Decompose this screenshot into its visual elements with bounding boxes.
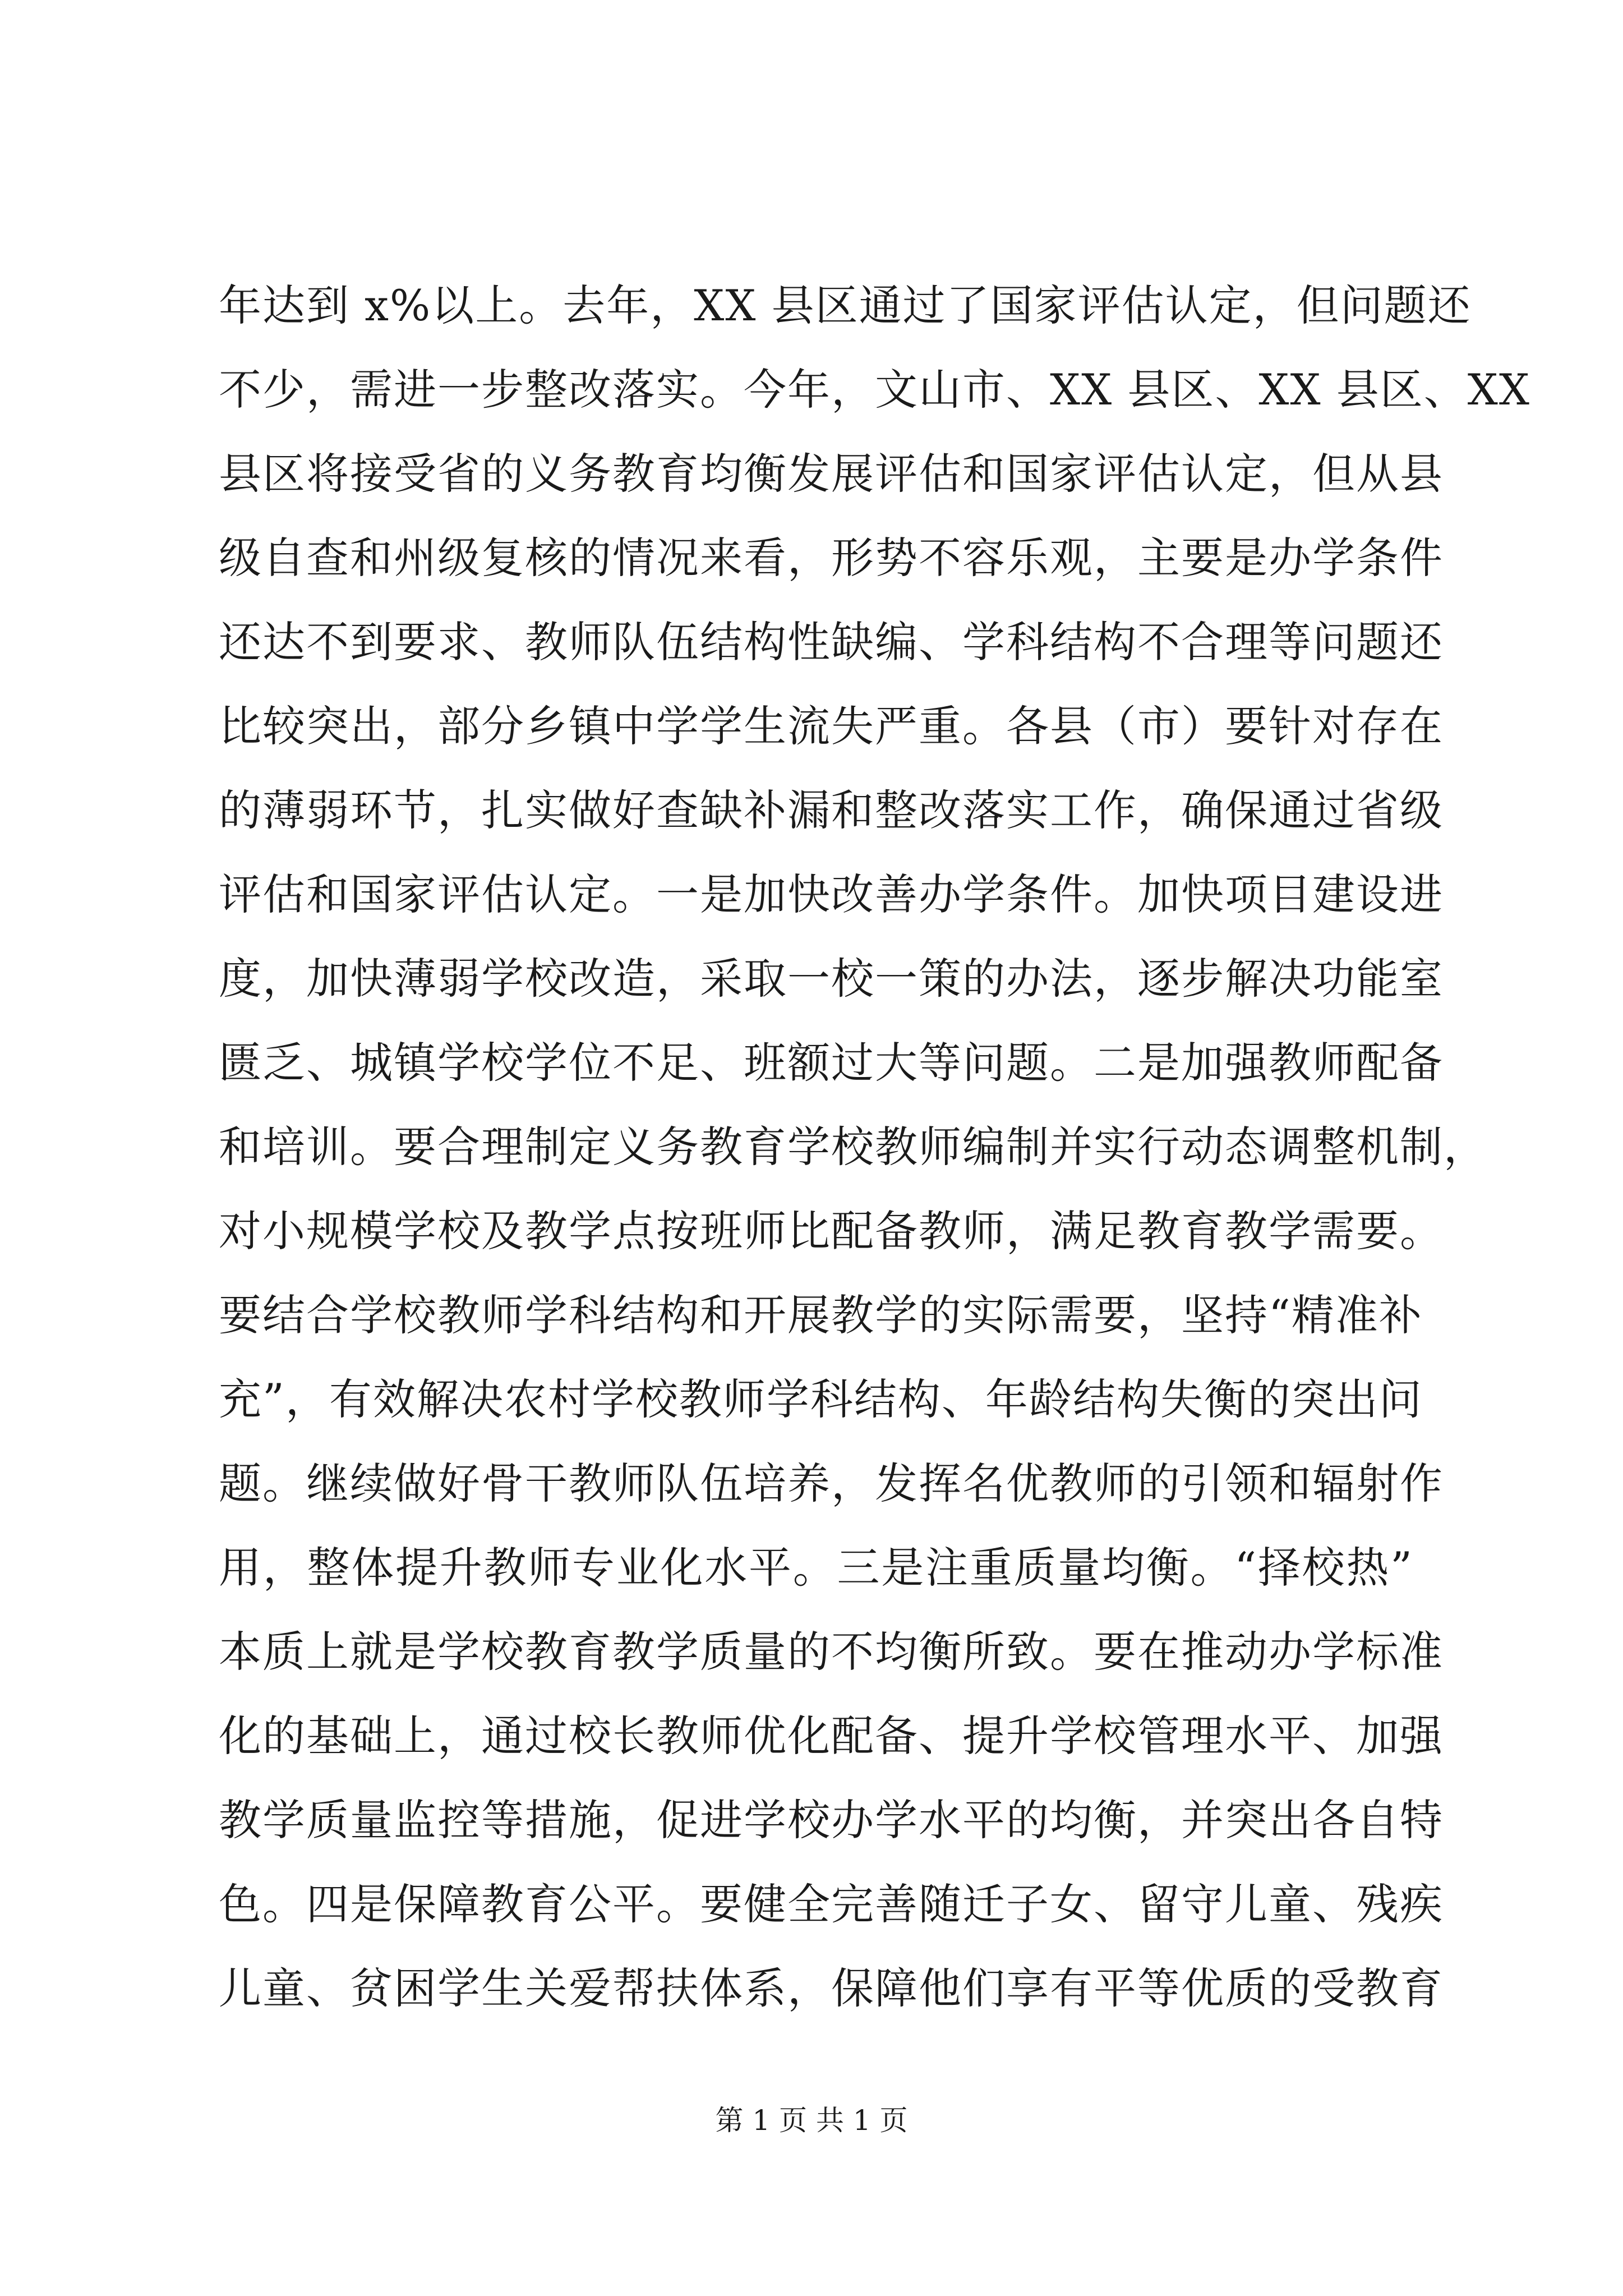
text-line: 儿童、贫困学生关爱帮扶体系，保障他们享有平等优质的受教育 — [219, 1963, 1444, 2013]
page-number-label: 第 1 页 共 1 页 — [715, 2104, 908, 2137]
text-line: 匮乏、城镇学校学位不足、班额过大等问题。二是加强教师配备 — [219, 1038, 1444, 1088]
text-line: 教学质量监控等措施，促进学校办学水平的均衡，并突出各自特 — [219, 1795, 1444, 1845]
text-line: 要结合学校教师学科结构和开展教学的实际需要，坚持“精准补 — [219, 1290, 1423, 1340]
body-text — [219, 264, 1530, 2031]
text-line: 还达不到要求、教师队伍结构性缺编、学科结构不合理等问题还 — [219, 617, 1444, 667]
text-line: 度，加快薄弱学校改造，采取一校一策的办法，逐步解决功能室 — [219, 954, 1444, 1004]
page-footer — [0, 2101, 1623, 2140]
text-line: 题。继续做好骨干教师队伍培养，发挥名优教师的引领和辐射作 — [219, 1458, 1444, 1508]
text-line: 比较突出，部分乡镇中学学生流失严重。各县（市）要针对存在 — [219, 701, 1444, 751]
text-line: 化的基础上，通过校长教师优化配备、提升学校管理水平、加强 — [219, 1711, 1444, 1761]
text-line: 色。四是保障教育公平。要健全完善随迁子女、留守儿童、残疾 — [219, 1879, 1444, 1929]
text-line: 评估和国家评估认定。一是加快改善办学条件。加快项目建设进 — [219, 869, 1444, 919]
text-line: 不少，需进一步整改落实。今年，文山市、XX 县区、XX 县区、XX — [219, 365, 1530, 415]
text-line: 的薄弱环节，扎实做好查缺补漏和整改落实工作，确保通过省级 — [219, 785, 1444, 835]
text-line: 年达到 x%以上。去年，XX 县区通过了国家评估认定，但问题还 — [219, 280, 1472, 330]
text-line: 对小规模学校及教学点按班师比配备教师，满足教育教学需要。 — [219, 1206, 1444, 1256]
text-line: 本质上就是学校教育教学质量的不均衡所致。要在推动办学标准 — [219, 1627, 1444, 1677]
text-line: 级自查和州级复核的情况来看，形势不容乐观，主要是办学条件 — [219, 533, 1444, 583]
text-line: 用，整体提升教师专业化水平。三是注重质量均衡。“择校热” — [219, 1543, 1413, 1593]
text-line: 县区将接受省的义务教育均衡发展评估和国家评估认定，但从县 — [219, 449, 1444, 499]
text-line: 充”，有效解决农村学校教师学科结构、年龄结构失衡的突出问 — [219, 1374, 1423, 1424]
text-line: 和培训。要合理制定义务教育学校教师编制并实行动态调整机制， — [219, 1122, 1487, 1172]
